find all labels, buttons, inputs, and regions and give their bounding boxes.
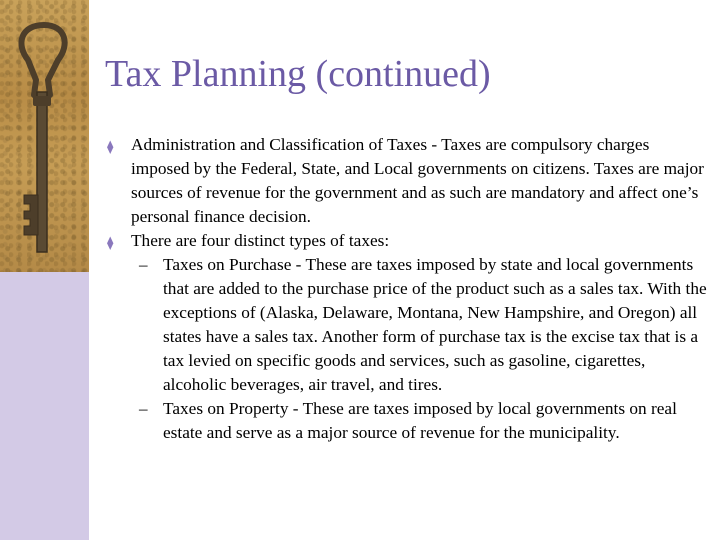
- sub-bullet-item: [107, 397, 707, 445]
- diamond-bullet-icon: ⧫: [107, 139, 114, 154]
- bullet-item: [107, 133, 707, 229]
- slide-title: Tax Planning (continued): [105, 53, 491, 95]
- dash-icon: –: [139, 399, 148, 418]
- skeleton-key-icon: [0, 0, 89, 272]
- diamond-bullet-icon: ⧫: [107, 235, 114, 250]
- key-photo: [0, 0, 89, 272]
- sub-bullet-item: [107, 253, 707, 397]
- sub-bullet-text: Taxes on Purchase - These are taxes imposed by state and local governments that are added to the purchase price of the product such as a sales tax. With the exceptions of (Alaska, Delaware, Montana, New Hampshire, and Oregon) all states have a sales tax. Another form of purchase tax is the excise tax that is a tax levied on specific goods and services, such as gasoline, cigarettes, alcoholic beverages, air travel, and tires.: [163, 255, 707, 394]
- bullet-item: [107, 229, 707, 253]
- slide-body: [107, 133, 707, 445]
- bullet-text: Administration and Classification of Taxes - Taxes are compulsory charges imposed by the Federal, State, and Local governments on citizens. Taxes are major sources of revenue for the government and as such are mandatory and affect one’s personal finance decision.: [131, 135, 704, 226]
- bullet-text: There are four distinct types of taxes:: [131, 231, 390, 250]
- dash-icon: –: [139, 255, 148, 274]
- sub-bullet-text: Taxes on Property - These are taxes imposed by local governments on real estate and serve as a major source of revenue for the municipality.: [163, 399, 677, 442]
